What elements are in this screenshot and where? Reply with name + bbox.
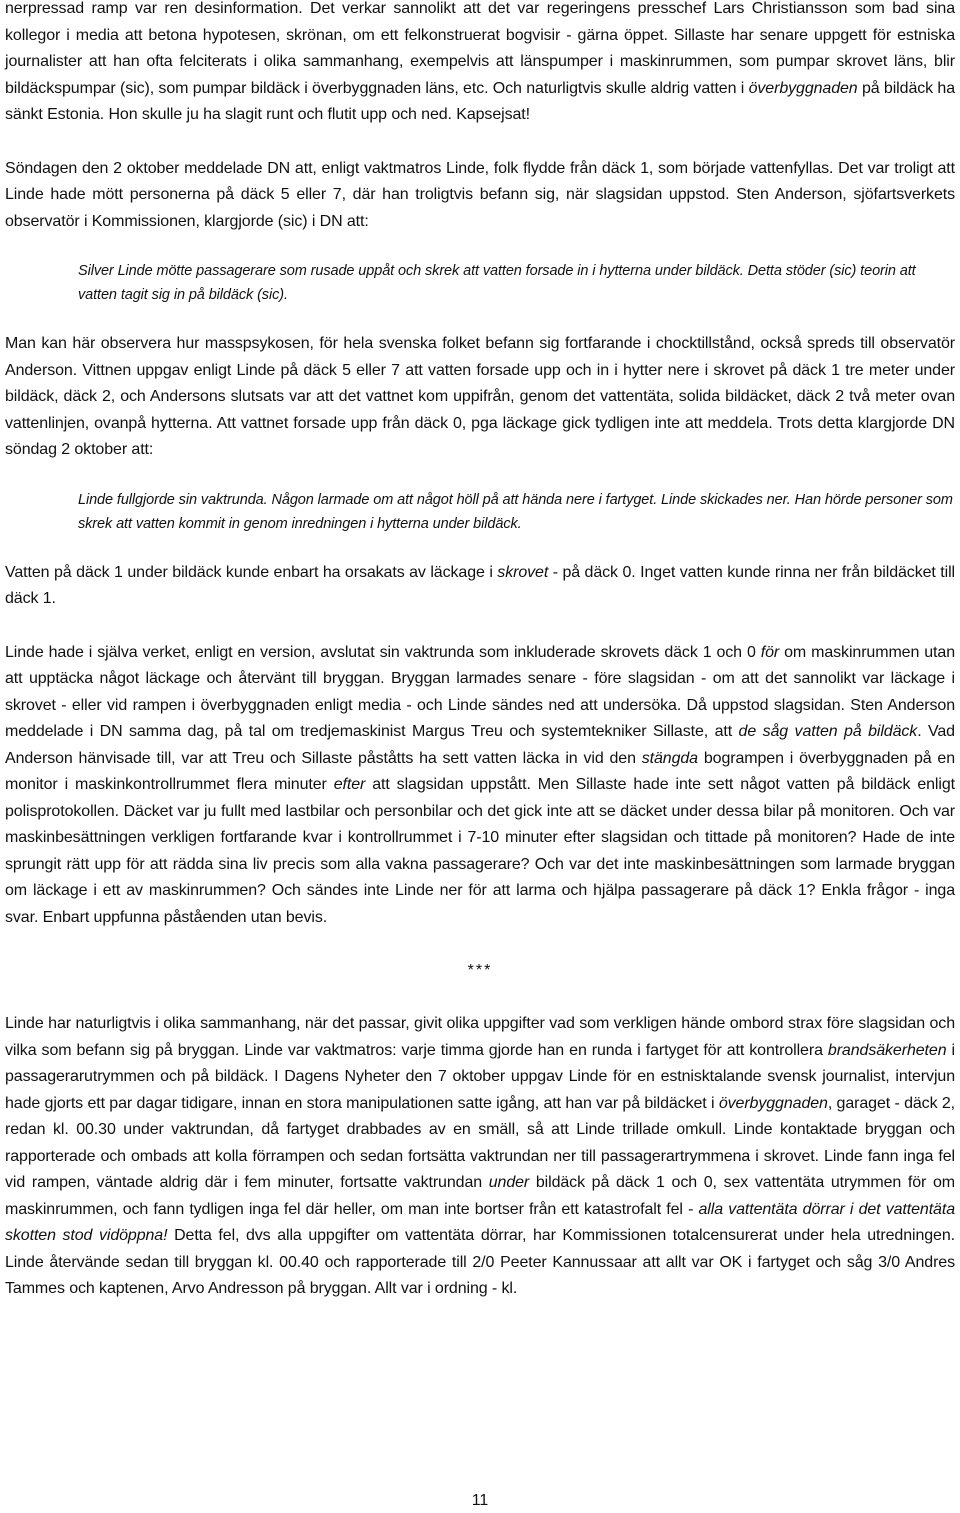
paragraph-6 bbox=[5, 1011, 955, 1303]
paragraph-5-text-c: . Vad Anderson hänvisade till, var att Treu och Sillaste påståtts ha sett vatten läcka in vid den bbox=[5, 723, 955, 767]
paragraph-gap bbox=[5, 931, 955, 958]
paragraph-5-text-d: bogrampen i överbyggnaden på en monitor i maskinkontrollrummet flera minuter bbox=[5, 749, 955, 793]
paragraph-1-text: nerpressad ramp var ren desinformation. Det verkar sannolikt att det var regeringens presschef Lars Christiansson som bad sina kollegor i media att betona hypotesen, skrönan, om ett felkonstruerat bogvisir - gärna öppet. Sillaste har senare uppgett för estniska journalister att han ofta felciterats i olika sammanhang, exempelvis att länspumper i maskinrummen, som pumpar skrovet läns, blir bildäckspumpar (sic), som pumpar bildäck i överbyggnaden läns, etc. Och naturligtvis skulle aldrig vatten i bbox=[5, 0, 955, 97]
paragraph-3: Man kan här observera hur masspsykosen, för hela svenska folket befann sig fortfarande i chocktillstånd, också spreds till observatör Anderson. Vittnen uppgav enligt Linde på däck 5 eller 7 att vatten forsade upp och in i hytter nere i skrovet på däck 1 tre meter under bildäck, däck 2, och Andersons slutsats var att det vattnet kom uppifrån, genom det vattentäta, solida bildäcket, däck 2 två meter ovan vattenlinjen, ovanpå hytterna. Att vattnet forsade upp från däck 0, pga läckage gick tydligen inte att meddela. Trots detta klargjorde DN söndag 2 oktober att: bbox=[5, 335, 955, 458]
paragraph-4-emphasis: skrovet bbox=[497, 563, 549, 581]
paragraph-gap bbox=[5, 984, 955, 1011]
paragraph-5-emphasis-3: stängda bbox=[641, 749, 698, 767]
paragraph-5-emphasis-1: för bbox=[760, 643, 780, 661]
section-separator: *** bbox=[467, 962, 493, 979]
paragraph-gap bbox=[5, 307, 955, 331]
paragraph-6-text-b: i passagerarutrymmen och på bildäck. I Dagens Nyheter den 7 oktober uppgav Linde för en estnisktalande svensk journalist, intervjun hade gjorts ett par dagar tidigare, innan en stora manipulationen satte igång, att han var på bildäcket i bbox=[5, 1041, 955, 1112]
paragraph-6-emphasis-4: alla vattentäta dörrar i det vattentäta skotten stod vidöppna! bbox=[5, 1200, 955, 1244]
paragraph-6-text-e: Detta fel, dvs alla uppgifter om vattentäta dörrar, har Kommissionen totalcensurerat under hela utredningen. Linde återvände sedan till bryggan kl. 00.40 och rapporterade till 2/0 Peeter Kannussaar att allt var OK i fartyget och såg 3/0 Andres Tammes och kaptenen, Arvo Andresson på bryggan. Allt var i ordning - kl. bbox=[5, 1227, 955, 1297]
paragraph-2: Söndagen den 2 oktober meddelade DN att, enligt vaktmatros Linde, folk flydde från däck 1, som började vattenfyllas. Det var troligt att Linde hade mött personerna på däck 5 eller 7, där han troligtvis befann sig, när slagsidan uppstod. Sten Anderson, sjöfartsverkets observatör i Kommissionen, klargjorde (sic) i DN att: bbox=[5, 159, 955, 230]
paragraph-1-text-end: på bildäck ha sänkt Estonia. Hon skulle ju ha slagit runt och flutit upp och ned. Kapsejsat! bbox=[5, 79, 955, 123]
page-number: 11 bbox=[471, 1492, 489, 1509]
paragraph-1 bbox=[5, 0, 955, 129]
paragraph-gap bbox=[5, 235, 955, 259]
quote-2: Linde fullgjorde sin vaktrunda. Någon larmade om att något höll på att hända nere i fartyget. Linde skickades ner. Han hörde personer som skrek att vatten kommit in genom inredningen i hytterna under bildäck. bbox=[78, 491, 953, 532]
paragraph-5-text-e: att slagsidan uppstått. Men Sillaste hade inte sett något vatten på bildäck enligt polisprotokollen. Däcket var ju fullt med lastbilar och personbilar och det gick inte att se däcket under dessa bilar på monitoren. Och var maskinbesättningen verkligen fortfarande kvar i kontrollrummet i 7-10 minuter efter slagsidan och tittade på monitoren? Hade de inte sprungit rätt upp för att rädda sina liv precis som alla vakna passagerare? Och var det inte maskinbesättningen som larmade bryggan om läckage i ett av maskinrummen? Och sändes inte Linde ner för att larma och hjälpa passagerare på däck 1? Enkla frågor - inga svar. Enbart uppfunna påståenden utan bevis. bbox=[5, 776, 955, 926]
paragraph-gap bbox=[5, 464, 955, 488]
paragraph-5-text-a: Linde hade i själva verket, enligt en version, avslutat sin vaktrunda som inkluderade skrovets däck 1 och 0 bbox=[5, 643, 761, 661]
paragraph-5-emphasis-4: efter bbox=[333, 776, 366, 793]
paragraph-6-emphasis-2: överbyggnaden bbox=[718, 1094, 828, 1112]
paragraph-5 bbox=[5, 640, 955, 932]
paragraph-4-text-b: - på däck 0. Inget vatten kunde rinna ner från bildäcket till däck 1. bbox=[5, 563, 955, 607]
paragraph-4 bbox=[5, 560, 955, 613]
paragraph-gap bbox=[5, 536, 955, 560]
paragraph-5-text-b: om maskinrummen utan att upptäcka något läckage och återvänt till bryggan. Bryggan larmades senare - före slagsidan - om att det sannolikt var läckage i skrovet - eller vid rampen i överbyggnaden enligt media - och Linde sändes ned att undersöka. Då uppstod slagsidan. Sten Anderson meddelade i DN samma dag, på tal om tredjemaskinist Margus Treu och systemtekniker Sillaste, att bbox=[5, 643, 955, 740]
paragraph-1-emphasis: överbyggnaden bbox=[748, 79, 858, 97]
paragraph-6-emphasis-3: under bbox=[488, 1174, 530, 1191]
document-page bbox=[5, 0, 955, 1303]
paragraph-6-text-a: Linde har naturligtvis i olika sammanhang, när det passar, givit olika uppgifter vad som verkligen hände ombord strax före slagsidan och vilka som befann sig på bryggan. Linde var vaktmatros: varje timma gjorde han en runda i fartyget för att kontrollera bbox=[5, 1015, 955, 1059]
quote-1: Silver Linde mötte passagerare som rusade uppåt och skrek att vatten forsade in i hytterna under bildäck. Detta stöder (sic) teorin att vatten tagit sig in på bildäck (sic). bbox=[78, 263, 916, 303]
paragraph-gap bbox=[5, 129, 955, 156]
paragraph-6-text-d: bildäck på däck 1 och 0, sex vattentäta utrymmen för om maskinrummen, och fann tydligen inga fel där heller, om man inte bortser från ett katastrofalt fel - bbox=[5, 1174, 955, 1218]
paragraph-5-emphasis-2: de såg vatten på bildäck bbox=[738, 723, 918, 740]
paragraph-6-emphasis-1: brandsäkerheten bbox=[827, 1041, 947, 1059]
paragraph-gap bbox=[5, 613, 955, 640]
paragraph-4-text-a: Vatten på däck 1 under bildäck kunde enbart ha orsakats av läckage i bbox=[5, 563, 498, 581]
paragraph-6-text-c: , garaget - däck 2, redan kl. 00.30 under vaktrundan, då fartyget drabbades av en smäll, så att Linde trillade omkull. Linde kontaktade bryggan och rapporterade och ombads att kolla förrampen och sedan fortsätta vaktrundan ner till passagerartrymmena i skrovet. Linde fann inga fel vid rampen, väntade aldrig där i fem minuter, fortsatte vaktrundan bbox=[5, 1094, 955, 1191]
